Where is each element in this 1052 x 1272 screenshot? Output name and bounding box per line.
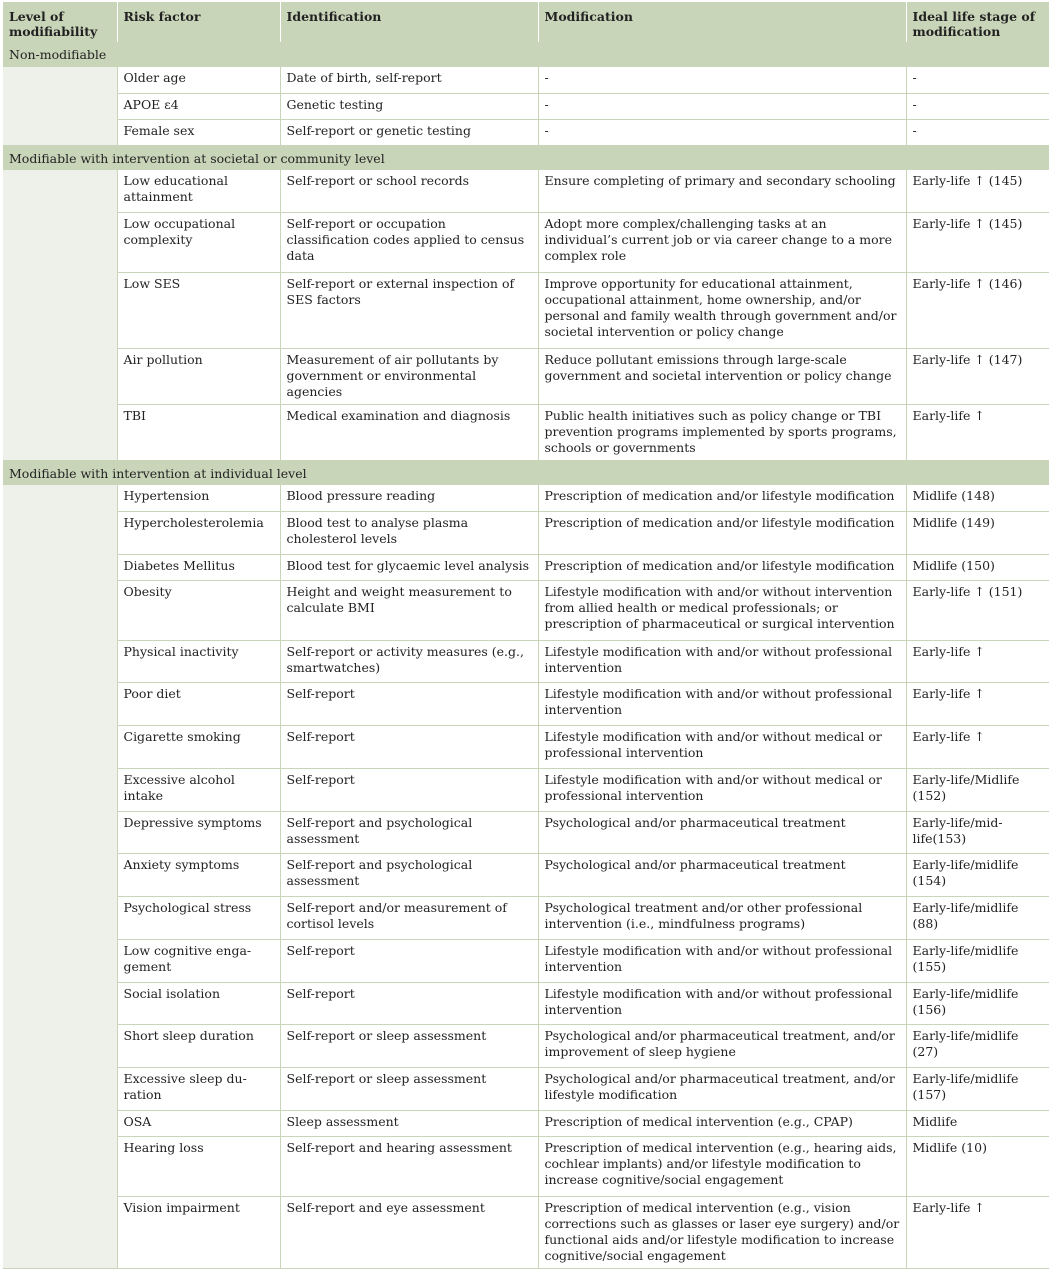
modification-cell: Prescription of medical intervention (e.g., hearing aids, cochlear implants) and/or lifestyle modification to increase cognitive/social engagement [538,1136,906,1196]
table-row [3,1110,1049,1136]
modification-cell: Prescription of medication and/or lifestyle modification [538,554,906,580]
life-stage-cell: Early-life ↑ (146) [906,272,1049,348]
level-cell [3,1067,117,1110]
risk-factor-cell: Low SES [117,272,280,348]
table-row [3,1136,1049,1196]
table-row [3,67,1049,93]
identification-cell: Self-report or activity measures (e.g., smartwatches) [280,640,538,682]
modification-cell: Lifestyle modification with and/or without professional intervention [538,939,906,982]
risk-factor-cell: Physical inactivity [117,640,280,682]
risk-factor-cell: Cigarette smoking [117,725,280,768]
table-row [3,580,1049,640]
modification-cell: Ensure completing of primary and secondary schooling [538,170,906,212]
risk-factor-cell: Excessive sleep du-ration [117,1067,280,1110]
table-row [3,272,1049,348]
identification-cell: Blood pressure reading [280,485,538,511]
risk-factor-cell: Psychological stress [117,896,280,939]
section-row [3,42,1049,67]
level-cell [3,485,117,511]
life-stage-cell: Early-life ↑ [906,682,1049,725]
life-stage-cell: Early-life ↑ (147) [906,348,1049,404]
life-stage-cell: Early-life ↑ [906,725,1049,768]
table-row [3,554,1049,580]
section-row [3,460,1049,485]
table-row [3,982,1049,1024]
level-cell [3,348,117,404]
table-row [3,1196,1049,1268]
life-stage-cell: Early-life ↑ [906,640,1049,682]
header-row [3,2,1049,42]
modification-cell: Psychological and/or pharmaceutical treatment [538,811,906,853]
risk-factor-table [3,2,1049,1269]
risk-factor-cell: OSA [117,1110,280,1136]
risk-factor-cell: Excessive alcohol intake [117,768,280,811]
level-cell [3,511,117,554]
identification-cell: Self-report or sleep assessment [280,1024,538,1067]
identification-cell: Self-report or occupation classification codes applied to census data [280,212,538,272]
level-cell [3,1136,117,1196]
level-cell [3,853,117,896]
modification-cell: - [538,119,906,145]
life-stage-cell: Early-life/mid-life(153) [906,811,1049,853]
level-cell [3,67,117,93]
level-cell [3,272,117,348]
level-cell [3,939,117,982]
risk-factor-cell: Older age [117,67,280,93]
life-stage-cell: Early-life/midlife (157) [906,1067,1049,1110]
identification-cell: Medical examination and diagnosis [280,404,538,460]
level-cell [3,768,117,811]
section-row [3,145,1049,170]
identification-cell: Self-report and psychological assessment [280,853,538,896]
identification-cell: Self-report [280,982,538,1024]
life-stage-cell: Early-life/midlife (27) [906,1024,1049,1067]
level-cell [3,896,117,939]
table-row [3,212,1049,272]
life-stage-cell: - [906,119,1049,145]
risk-factor-cell: Female sex [117,119,280,145]
modification-cell: Public health initiatives such as policy change or TBI prevention programs implemented by sports programs, schools or governments [538,404,906,460]
identification-cell: Height and weight measurement to calculate BMI [280,580,538,640]
risk-factor-cell: APOE ε4 [117,93,280,119]
life-stage-cell: - [906,67,1049,93]
life-stage-cell: Midlife [906,1110,1049,1136]
level-cell [3,212,117,272]
table-row [3,1024,1049,1067]
identification-cell: Self-report or genetic testing [280,119,538,145]
table-row [3,725,1049,768]
table-row [3,853,1049,896]
life-stage-cell: Midlife (150) [906,554,1049,580]
table-row [3,811,1049,853]
modification-cell: Psychological and/or pharmaceutical treatment [538,853,906,896]
risk-factor-cell: Obesity [117,580,280,640]
modification-cell: Prescription of medical intervention (e.g., CPAP) [538,1110,906,1136]
risk-factor-cell: Air pollution [117,348,280,404]
table-row [3,896,1049,939]
header-modification: Modification [538,2,906,42]
identification-cell: Measurement of air pollutants by government or environmental agencies [280,348,538,404]
level-cell [3,725,117,768]
life-stage-cell: Early-life ↑ (145) [906,170,1049,212]
table-row [3,119,1049,145]
identification-cell: Self-report and/or measurement of cortisol levels [280,896,538,939]
table-row [3,348,1049,404]
identification-cell: Self-report or external inspection of SES factors [280,272,538,348]
level-cell [3,982,117,1024]
risk-factor-cell: Low cognitive enga-gement [117,939,280,982]
modification-cell: Lifestyle modification with and/or without professional intervention [538,982,906,1024]
life-stage-cell: Early-life ↑ (145) [906,212,1049,272]
risk-factor-cell: Low educational attainment [117,170,280,212]
table-row [3,1067,1049,1110]
identification-cell: Self-report [280,939,538,982]
table-row [3,640,1049,682]
risk-factor-cell: Poor diet [117,682,280,725]
identification-cell: Self-report and hearing assessment [280,1136,538,1196]
life-stage-cell: Midlife (149) [906,511,1049,554]
risk-factor-cell: Short sleep duration [117,1024,280,1067]
modification-cell: Psychological and/or pharmaceutical treatment, and/or lifestyle modification [538,1067,906,1110]
risk-factor-cell: TBI [117,404,280,460]
table-row [3,170,1049,212]
modification-cell: Lifestyle modification with and/or without intervention from allied health or medical professionals; or prescription of pharmaceutical or surgical intervention [538,580,906,640]
risk-factor-cell: Depressive symptoms [117,811,280,853]
identification-cell: Blood test for glycaemic level analysis [280,554,538,580]
section-label: Non-modifiable [3,42,1049,67]
modification-cell: Lifestyle modification with and/or without medical or professional intervention [538,725,906,768]
risk-factor-cell: Low occupational complexity [117,212,280,272]
life-stage-cell: Midlife (148) [906,485,1049,511]
risk-factor-cell: Hearing loss [117,1136,280,1196]
modification-cell: Psychological and/or pharmaceutical treatment, and/or improvement of sleep hygiene [538,1024,906,1067]
life-stage-cell: Early-life ↑ [906,404,1049,460]
table-row [3,485,1049,511]
modification-cell: Prescription of medication and/or lifestyle modification [538,485,906,511]
level-cell [3,580,117,640]
modification-cell: Lifestyle modification with and/or without professional intervention [538,682,906,725]
level-cell [3,1024,117,1067]
life-stage-cell: - [906,93,1049,119]
life-stage-cell: Early-life ↑ [906,1196,1049,1268]
modification-cell: - [538,67,906,93]
table-row [3,768,1049,811]
life-stage-cell: Early-life/midlife (156) [906,982,1049,1024]
life-stage-cell: Early-life/midlife (155) [906,939,1049,982]
risk-factor-cell: Anxiety symptoms [117,853,280,896]
risk-factor-cell: Hypertension [117,485,280,511]
risk-factor-cell: Hypercholesterolemia [117,511,280,554]
level-cell [3,119,117,145]
level-cell [3,1110,117,1136]
level-cell [3,170,117,212]
life-stage-cell: Early-life/midlife (88) [906,896,1049,939]
modification-cell: Reduce pollutant emissions through large-scale government and societal intervention or policy change [538,348,906,404]
identification-cell: Self-report and psychological assessment [280,811,538,853]
header-level: Level of modifiability [3,2,117,42]
table-row [3,682,1049,725]
identification-cell: Self-report or sleep assessment [280,1067,538,1110]
risk-factor-cell: Vision impairment [117,1196,280,1268]
modification-cell: Prescription of medication and/or lifestyle modification [538,511,906,554]
risk-factor-cell: Diabetes Mellitus [117,554,280,580]
header-identification: Identification [280,2,538,42]
table-row [3,93,1049,119]
identification-cell: Blood test to analyse plasma cholesterol levels [280,511,538,554]
life-stage-cell: Early-life ↑ (151) [906,580,1049,640]
level-cell [3,811,117,853]
life-stage-cell: Early-life/midlife (154) [906,853,1049,896]
modification-cell: - [538,93,906,119]
modification-cell: Prescription of medical intervention (e.g., vision corrections such as glasses or laser eye surgery) and/or functional aids and/or lifestyle modification to increase cognitive/social engagement [538,1196,906,1268]
table-row [3,404,1049,460]
identification-cell: Genetic testing [280,93,538,119]
modification-cell: Adopt more complex/challenging tasks at an individual’s current job or via career change to a more complex role [538,212,906,272]
modification-cell: Improve opportunity for educational attainment, occupational attainment, home ownership, and/or personal and family wealth through government and/or societal intervention or policy change [538,272,906,348]
level-cell [3,404,117,460]
level-cell [3,93,117,119]
identification-cell: Self-report [280,768,538,811]
section-label: Modifiable with intervention at societal or community level [3,145,1049,170]
header-life-stage: Ideal life stage of modification [906,2,1049,42]
risk-factor-cell: Social isolation [117,982,280,1024]
life-stage-cell: Midlife (10) [906,1136,1049,1196]
level-cell [3,682,117,725]
identification-cell: Self-report or school records [280,170,538,212]
identification-cell: Self-report and eye assessment [280,1196,538,1268]
life-stage-cell: Early-life/Midlife (152) [906,768,1049,811]
identification-cell: Self-report [280,682,538,725]
level-cell [3,1196,117,1268]
level-cell [3,640,117,682]
level-cell [3,554,117,580]
table-row [3,511,1049,554]
modification-cell: Lifestyle modification with and/or without medical or professional intervention [538,768,906,811]
identification-cell: Date of birth, self-report [280,67,538,93]
table-row [3,939,1049,982]
header-risk-factor: Risk factor [117,2,280,42]
identification-cell: Self-report [280,725,538,768]
modification-cell: Psychological treatment and/or other professional intervention (i.e., mindfulness programs) [538,896,906,939]
modification-cell: Lifestyle modification with and/or without professional intervention [538,640,906,682]
section-label: Modifiable with intervention at individual level [3,460,1049,485]
identification-cell: Sleep assessment [280,1110,538,1136]
